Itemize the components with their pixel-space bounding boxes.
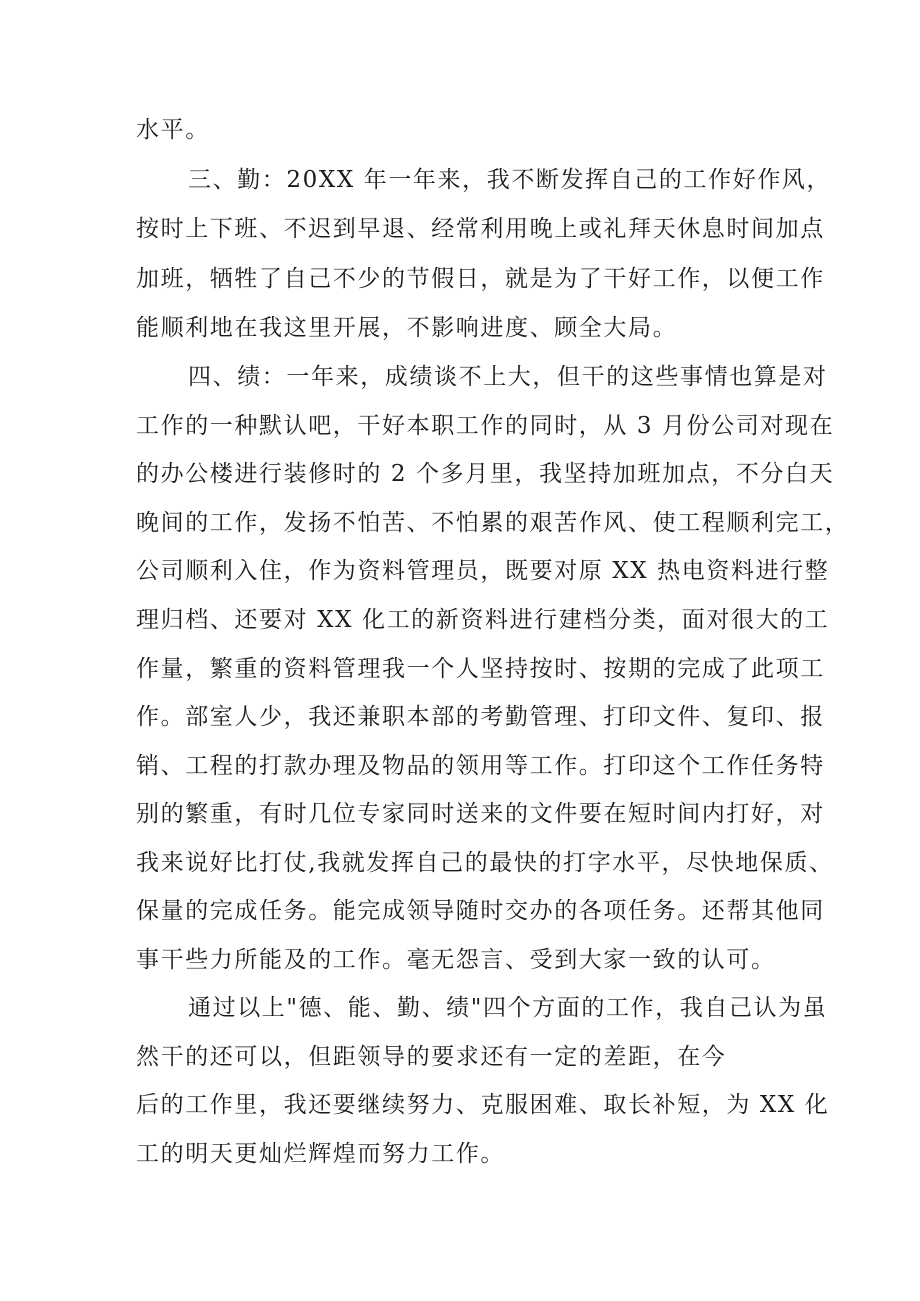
text-line: 公司顺利入住，作为资料管理员，既要对原 XX 热电资料进行整 xyxy=(136,558,830,584)
text-line: 销、工程的打款办理及物品的领用等工作。打印这个工作任务特 xyxy=(136,753,825,779)
text-line: 的办公楼进行装修时的 2 个多月里，我坚持加班加点，不分白天 xyxy=(136,461,835,487)
text-line: 作。部室人少，我还兼职本部的考勤管理、打印文件、复印、报 xyxy=(136,704,825,730)
paragraph-start-line: 通过以上"德、能、勤、绩"四个方面的工作，我自己认为虽 xyxy=(188,995,828,1021)
text-line: 后的工作里，我还要继续努力、克服困难、取长补短，为 XX 化 xyxy=(136,1092,830,1118)
text-line: 水平。 xyxy=(136,117,210,143)
text-line: 能顺利地在我这里开展，不影响进度、顾全大局。 xyxy=(136,315,678,341)
text-line: 保量的完成任务。能完成领导随时交办的各项任务。还帮其他同 xyxy=(136,898,825,924)
text-line: 理归档、还要对 XX 化工的新资料进行建档分类，面对很大的工 xyxy=(136,607,830,633)
text-line: 晚间的工作，发扬不怕苦、不怕累的艰苦作风、使工程顺利完工， xyxy=(136,510,850,536)
paragraph-start-line: 三、勤：20XX 年一年来，我不断发挥自己的工作好作风， xyxy=(188,167,832,193)
text-line: 工作的一种默认吧，干好本职工作的同时，从 3 月份公司对现在 xyxy=(136,413,835,439)
text-line: 按时上下班、不迟到早退、经常利用晚上或礼拜天休息时间加点 xyxy=(136,216,825,242)
paragraph-start-line: 四、绩：一年来，成绩谈不上大，但干的这些事情也算是对 xyxy=(188,364,828,390)
text-line: 我来说好比打仗,我就发挥自己的最快的打字水平，尽快地保质、 xyxy=(136,850,834,876)
text-line: 事干些力所能及的工作。毫无怨言、受到大家一致的认可。 xyxy=(136,947,776,973)
text-line: 加班，牺牲了自己不少的节假日，就是为了干好工作，以便工作 xyxy=(136,266,825,292)
text-line: 别的繁重，有时几位专家同时送来的文件要在短时间内打好，对 xyxy=(136,801,825,827)
text-line: 工的明天更灿烂辉煌而努力工作。 xyxy=(136,1141,505,1167)
text-line: 然干的还可以，但距领导的要求还有一定的差距，在今 xyxy=(136,1044,727,1070)
text-line: 作量，繁重的资料管理我一个人坚持按时、按期的完成了此项工 xyxy=(136,656,825,682)
